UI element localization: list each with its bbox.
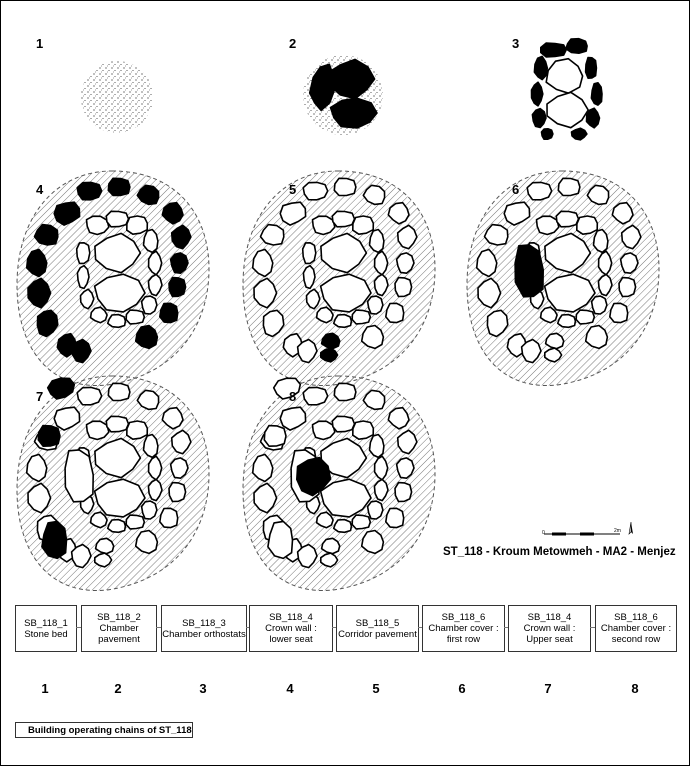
crown-wall-stone [77, 182, 102, 199]
panel-number-5: 5 [289, 182, 297, 197]
orthostat [142, 501, 157, 519]
crown-wall-stone [108, 383, 130, 400]
chain-code: SB_118_6 [441, 612, 486, 623]
chain-label: Crown wall : [523, 623, 576, 634]
chain-box-3 [161, 605, 247, 652]
orthostat [558, 315, 576, 328]
orthostat [144, 435, 158, 458]
crown-wall-stone [386, 303, 404, 322]
plan-8 [243, 376, 435, 591]
chain-label: first row [446, 634, 481, 645]
orthostat [532, 109, 546, 128]
panel-number-7: 7 [36, 389, 44, 404]
chain-label: second row [611, 634, 661, 645]
crown-wall-stone [171, 253, 188, 273]
corridor-slab [96, 538, 114, 553]
chain-box-4 [249, 605, 333, 652]
chain-code: SB_118_5 [355, 617, 400, 629]
step-number-7: 7 [544, 681, 552, 696]
orthostat [352, 310, 370, 324]
orthostat [106, 416, 128, 432]
step-number-4: 4 [286, 681, 294, 696]
chain-box-8 [595, 605, 677, 652]
panel-number-3: 3 [512, 36, 520, 51]
plan-3 [532, 39, 603, 140]
crown-wall-stone [621, 253, 638, 273]
orthostat [353, 421, 374, 439]
orthostat [334, 520, 352, 533]
orthostat [127, 216, 148, 234]
orthostat [352, 515, 370, 529]
chain-code: SB_118_4 [269, 612, 313, 623]
corridor-slab [321, 553, 338, 567]
step-number-1: 1 [41, 681, 49, 696]
step-number-6: 6 [458, 681, 466, 696]
crown-wall-stone [558, 178, 580, 195]
panel-number-4: 4 [36, 182, 44, 197]
scale-end: 2m [614, 528, 621, 534]
orthostat [106, 211, 128, 227]
chain-box-6 [422, 605, 505, 652]
crown-wall-stone [303, 387, 328, 404]
scale-zero: 0 [542, 530, 545, 536]
orthostat [332, 211, 354, 227]
chain-code: SB_118_6 [614, 612, 658, 623]
chain-label: Chamber cover : [428, 623, 499, 634]
chain-code: SB_118_1 [24, 617, 68, 629]
corridor-slab [545, 348, 562, 362]
crown-wall-stone [169, 278, 186, 297]
orthostat [127, 421, 148, 439]
orthostat [332, 416, 354, 432]
chain-label: lower seat [269, 634, 313, 645]
figure-caption: Building operating chains of ST_118 [15, 722, 193, 738]
crown-wall-stone [386, 508, 404, 527]
panel-number-6: 6 [512, 182, 520, 197]
chain-label: Chamber orthostats [162, 628, 246, 640]
crown-wall-stone [395, 483, 412, 502]
panel-number-1: 1 [36, 36, 44, 51]
chain-box-1 [15, 605, 77, 652]
panel-number-8: 8 [289, 389, 297, 404]
panel-number-2: 2 [289, 36, 297, 51]
cover-slab [65, 450, 93, 502]
chain-label: Chamber pavement [98, 623, 140, 645]
corridor-slab [322, 538, 340, 553]
site-title: ST_118 - Kroum Metowmeh - MA2 - Menjez [443, 546, 676, 558]
chain-label: Crown wall : [265, 623, 317, 634]
orthostat [370, 230, 384, 253]
step-number-5: 5 [372, 681, 380, 696]
orthostat [532, 82, 543, 106]
crown-wall-stone [108, 178, 130, 195]
orthostat [591, 83, 602, 105]
orthostat [108, 520, 126, 533]
orthostat [142, 296, 157, 314]
cover-slab [515, 245, 543, 297]
chain-box-5 [336, 605, 419, 652]
crown-wall-stone [77, 387, 102, 404]
orthostat [370, 435, 384, 458]
orthostat [108, 315, 126, 328]
orthostat [87, 421, 109, 439]
crown-wall-stone [397, 458, 414, 478]
orthostat [144, 230, 158, 253]
plan-2 [303, 55, 383, 135]
crown-wall-stone [264, 426, 286, 447]
crown-wall-stone [169, 483, 186, 502]
chain-code: SB_118_4 [527, 612, 572, 623]
orthostat [594, 230, 608, 253]
crown-wall-stone [527, 182, 552, 199]
crown-wall-stone [38, 426, 60, 447]
chain-label: Chamber cover : [600, 623, 672, 634]
orthostat [592, 296, 607, 314]
orthostat [566, 39, 587, 54]
plan-4 [17, 171, 209, 386]
plan-6 [467, 171, 659, 386]
pavement-slab [547, 92, 588, 127]
north-arrow-icon [629, 522, 633, 534]
orthostat [87, 216, 109, 234]
crown-wall-stone [619, 278, 636, 297]
orthostat [313, 216, 335, 234]
pavement-slab [546, 59, 582, 94]
plan-5 [243, 171, 435, 386]
step-number-2: 2 [114, 681, 122, 696]
crown-wall-stone [160, 508, 178, 527]
chain-label: Upper seat [526, 634, 573, 645]
step-number-8: 8 [631, 681, 639, 696]
corridor-slab [95, 553, 112, 567]
crown-wall-stone [171, 458, 188, 478]
crown-wall-stone [397, 253, 414, 273]
orthostat [334, 315, 352, 328]
orthostat [537, 216, 559, 234]
orthostat [556, 211, 578, 227]
orthostat [126, 515, 144, 529]
chain-box-2 [81, 605, 157, 652]
crown-wall-stone [334, 178, 356, 195]
stone-bed [81, 61, 153, 133]
orthostat [313, 421, 335, 439]
orthostat [368, 501, 383, 519]
orthostat [534, 56, 547, 79]
orthostat [303, 243, 316, 264]
corridor-slab [321, 348, 338, 362]
chain-code: SB_118_3 [182, 617, 226, 629]
orthostat [587, 108, 600, 128]
orthostat [77, 243, 90, 264]
chain-label: Corridor pavement [338, 628, 417, 640]
orthostat [576, 310, 594, 324]
orthostat [541, 43, 566, 57]
orthostat [542, 129, 553, 139]
crown-wall-stone [303, 182, 328, 199]
orthostat [586, 58, 597, 79]
chain-box-7 [508, 605, 591, 652]
orthostat [126, 310, 144, 324]
crown-wall-stone [334, 383, 356, 400]
plan-1 [81, 61, 153, 133]
corridor-slab [322, 333, 340, 348]
orthostat [368, 296, 383, 314]
chain-code: SB_118_2 [97, 612, 141, 623]
corridor-slab [546, 333, 564, 348]
step-number-3: 3 [199, 681, 207, 696]
orthostat [572, 128, 587, 140]
orthostat [577, 216, 598, 234]
crown-wall-stone [160, 303, 178, 322]
crown-wall-stone [610, 303, 628, 322]
plan-7 [17, 376, 209, 591]
crown-wall-stone [395, 278, 412, 297]
orthostat [353, 216, 374, 234]
chain-label: Stone bed [24, 628, 68, 640]
